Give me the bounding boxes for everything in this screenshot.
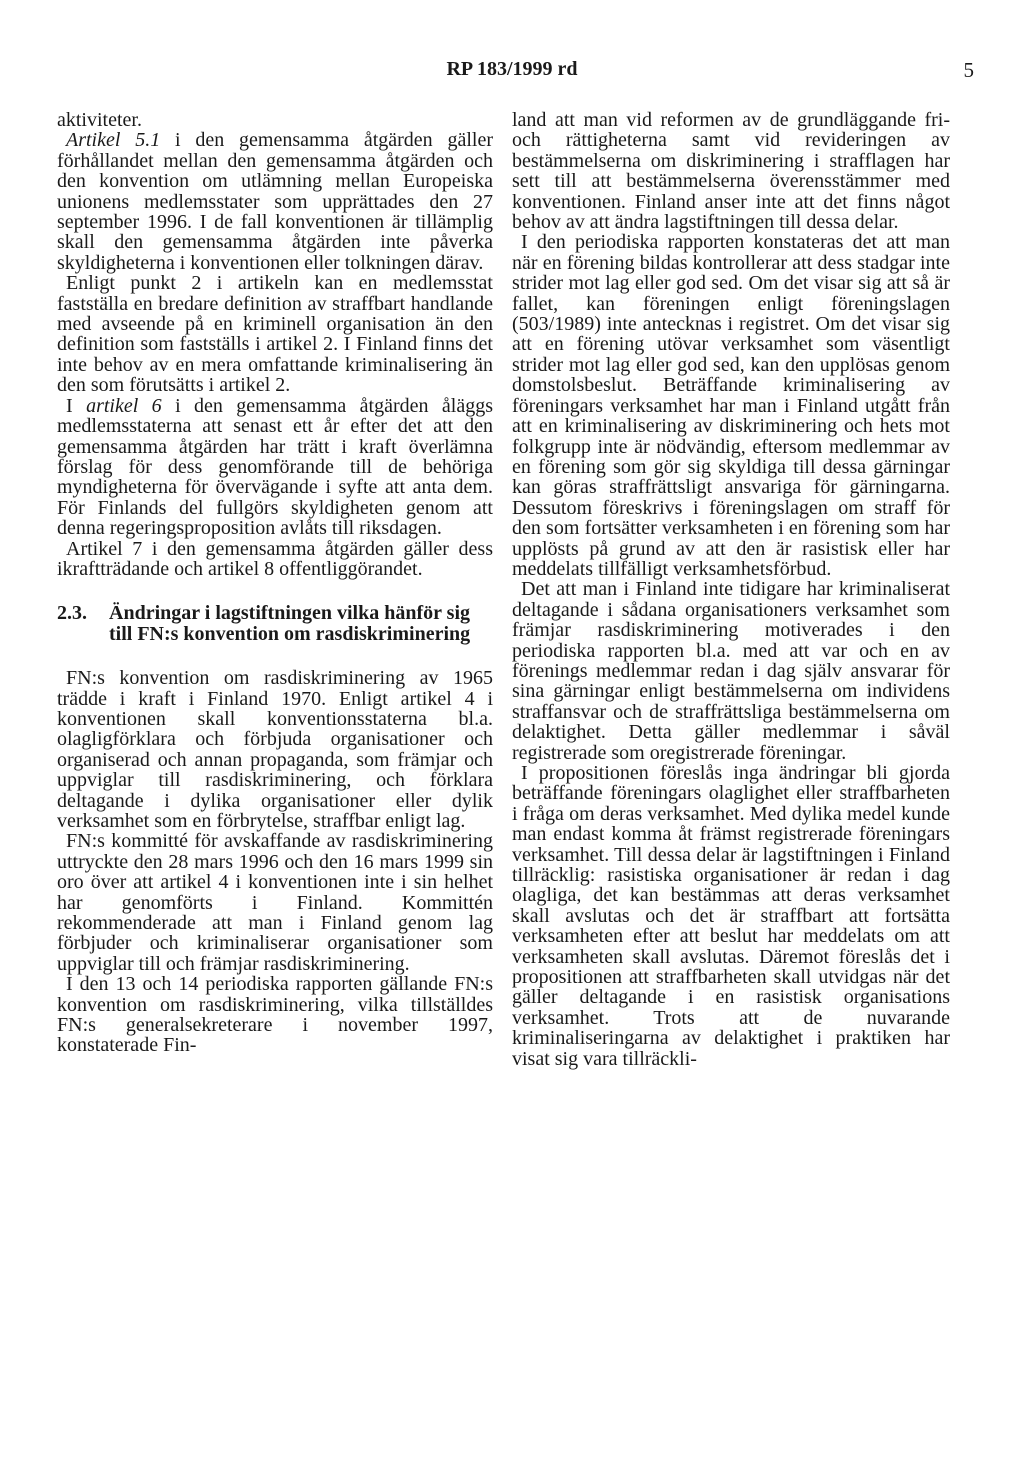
paragraph-artikel-7: Artikel 7 i den gemensamma åtgärden gäller dess ikraftträdande och artikel 8 offentliggörandet. <box>57 537 493 580</box>
right-column <box>512 110 950 1069</box>
running-header <box>0 58 1024 88</box>
paragraph-fn-konvention: FN:s konvention om rasdiskriminering av 1965 trädde i kraft i Finland 1970. Enligt artikel 4 i konventionen skall konventionsstaterna bl.a. olagligförklara och förbjuda organisationer och organiserad och annan propaganda, som främjar och uppviglar till rasdiskriminering, och förklara deltagande i dylika organisationer eller dylik verksamhet som en förbrytelse, straffbar enligt lag. <box>57 667 493 832</box>
section-number: 2.3. <box>57 602 87 625</box>
left-column <box>57 110 493 1056</box>
paragraph-land: land att man vid reformen av de grundläggande fri- och rättigheterna samt vid revideringen av bestämmelserna om diskriminering i strafflagen har sett till att bestämmelserna överensstämmer med konventionen. Finland anser inte att det finns något behov av att ändra lagstiftningen till dessa delar. <box>512 109 950 234</box>
paragraph-fn-kommitte: FN:s kommitté för avskaffande av rasdiskriminering uttryckte den 28 mars 1996 och den 16 mars 1999 sin oro över att artikel 4 i konventionen inte i sin helhet har genomförts i Finland. Kommittén rekommenderade att man i Finland genom lag förbjuder och kriminaliserar organisationer som uppviglar till och främjar rasdiskriminering. <box>57 830 493 975</box>
artikel-5-1-label: Artikel 5.1 <box>66 129 161 152</box>
paragraph-punkt-2: Enligt punkt 2 i artikeln kan en medlemsstat fastställa en bredare definition av straffbart handlande med avseende på en kriminell organisation än den definition som fastställs i artikel 2. I Finland finns det inte behov av en mera omfattande kriminalisering än den som förutsätts i artikel 2. <box>57 272 493 397</box>
page-number: 5 <box>963 58 974 82</box>
paragraph-aktiviteter: aktiviteter. <box>57 109 142 131</box>
artikel-5-1-text: i den gemensamma åtgärden gäller förhållandet mellan den gemensamma åtgärden och den konvention om utlämning mellan Europeiska unionens medlemsstater som upprättades den 27 september 1996. I de fall konventionen är tillämplig skall den gemensamma åtgärden inte påverka skyldigheterna i konventionen eller tolkningen därav. <box>57 129 493 274</box>
paragraph-artikel-6 <box>57 396 493 539</box>
paragraph-periodiska-rapporten: I den 13 och 14 periodiska rapporten gällande FN:s konvention om rasdiskriminering, vilka tillställdes FN:s generalsekreterare i november 1997, konstaterade Fin- <box>57 973 493 1057</box>
document-reference: RP 183/1999 rd <box>446 58 578 80</box>
paragraph-tidigare: Det att man i Finland inte tidigare har kriminaliserat deltagande i sådana organisationers verksamhet som främjar rasdiskriminering motiverades i den periodiska rapporten bl.a. med att var och en av förenings medlemmar redan i dag själv ansvarar för sina gärningar enligt bestämmelserna om individens straffansvar och de straffrättsliga bestämmelserna om delaktighet. Detta gäller medlemmar i såväl registrerade som oregistrerade föreningar. <box>512 578 950 764</box>
artikel-6-text: i den gemensamma åtgärden åläggs medlemsstaterna att senast ett år efter det att den gemensamma åtgärden har trätt i kraft överlämna förslag för dess genomförande till de behöriga myndigheterna för övervägande i syfte att anta dem. För Finlands del fullgörs skyldigheten genom att denna regeringsproposition avlåts till riksdagen. <box>57 394 493 540</box>
paragraph-artikel-5-1 <box>57 130 493 273</box>
artikel-6-label: artikel 6 <box>86 394 162 417</box>
paragraph-propositionen: I propositionen föreslås inga ändringar bli gjorda beträffande föreningars olaglighet eller straffbarheten i fråga om deras verksamhet. Med dylika medel kunde man endast komma åt främst registrerade föreningars verksamhet. Till dessa delar är lagstiftningen i Finland tillräcklig: rasistiska organisationer är redan i dag olagliga, det kan bestämmas att deras verksamhet skall avslutas och det är straffbart att fortsätta verksamheten efter att beslut har meddelats om att verksamheten skall avslutas. Däremot föreslås det i propositionen att straffbarheten skall utvidgas när det gäller deltagande i en rasistisk organisations verksamhet. Trots att de nuvarande kriminaliseringarna av delaktighet i praktiken har visat sig vara tillräckli- <box>512 762 950 1070</box>
paragraph-periodiska: I den periodiska rapporten konstateras det att man när en förening bildas kontrollerar att dess stadgar inte strider mot lag eller god sed. Om det visar sig att så är fallet, kan föreningen enligt föreningslagen (503/1989) inte antecknas i registret. Om det visar sig att en förening utövar verksamhet som väsentligt strider mot lag eller god sed, kan den upplösas genom domstolsbeslut. Beträffande kriminalisering av föreningars verksamhet har man i Finland utgått från att en kriminalisering av diskriminering och hets mot folkgrupp inte är nödvändig, eftersom medlemmar av en förening som gör sig skyldiga till dessa gärningar kan göras straffrättsligt ansvariga för gärningarna. Dessutom föreskrivs i föreningslagen om straff för den som fortsätter verksamheten i en förening som har upplösts på grund av att den är rasistisk eller har meddelats tillfälligt verksamhetsförbud. <box>512 231 950 580</box>
section-title: Ändringar i lagstiftningen vilka hänför sig till FN:s konvention om rasdiskriminering <box>109 602 471 645</box>
section-heading <box>57 603 493 644</box>
artikel-6-prefix: I <box>66 394 87 417</box>
